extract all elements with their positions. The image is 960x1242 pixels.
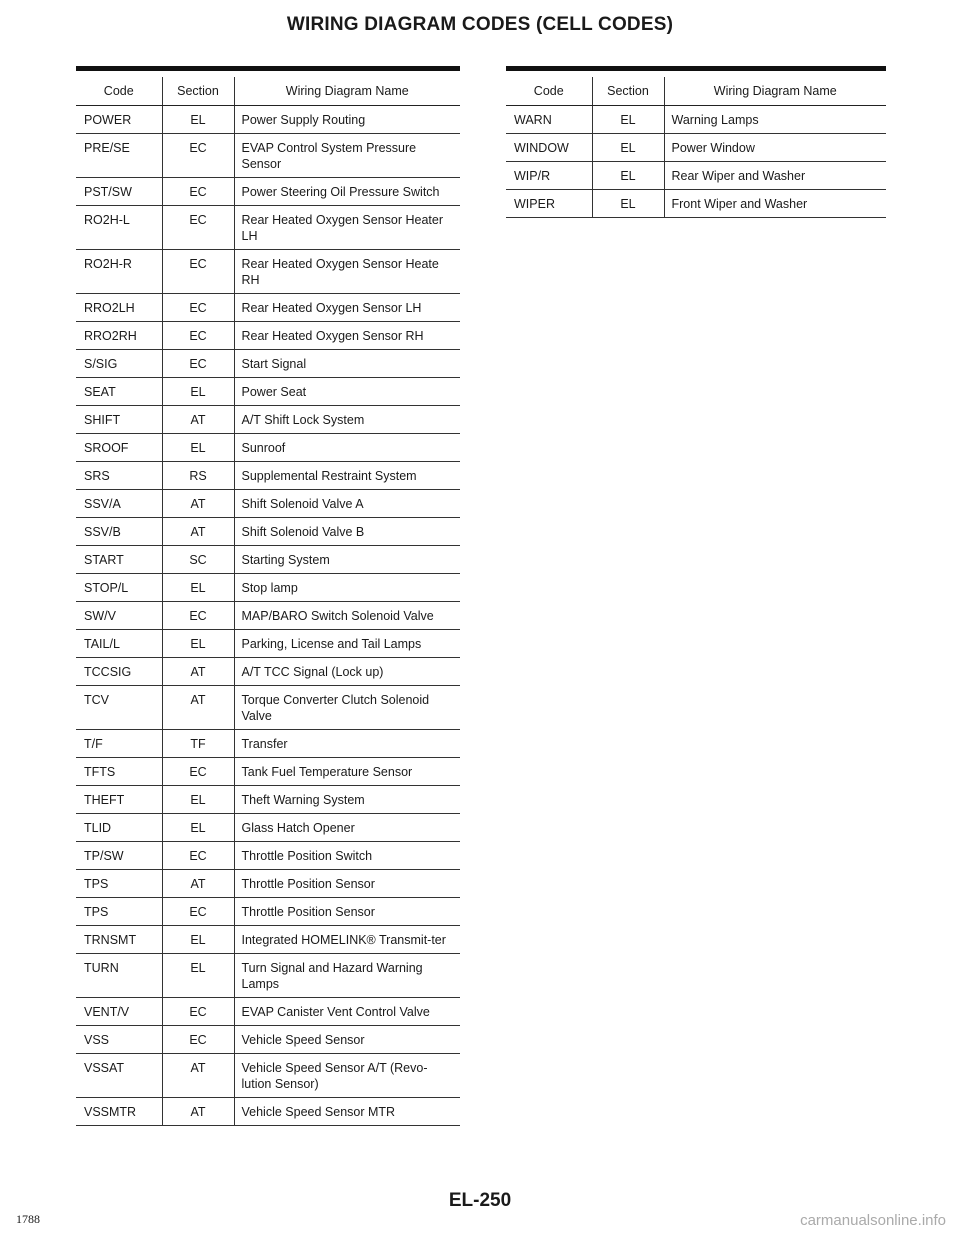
table-row (76, 546, 460, 574)
code-cell: STOP/L (76, 574, 162, 602)
name-cell: Power Seat (234, 378, 460, 406)
code-cell: SSV/A (76, 490, 162, 518)
table-row (76, 1026, 460, 1054)
column-header-section: Section (592, 77, 664, 106)
section-cell: EL (592, 134, 664, 162)
watermark: carmanualsonline.info (800, 1212, 946, 1229)
name-cell: Vehicle Speed Sensor A/T (Revo-lution Sensor) (234, 1054, 460, 1098)
name-cell: Throttle Position Switch (234, 842, 460, 870)
name-cell: Warning Lamps (664, 106, 886, 134)
table-row (76, 106, 460, 134)
table-row (76, 490, 460, 518)
column-header-code: Code (506, 77, 592, 106)
column-header-name: Wiring Diagram Name (234, 77, 460, 106)
section-cell: AT (162, 1098, 234, 1126)
table-row (76, 954, 460, 998)
name-cell: Integrated HOMELINK® Transmit-ter (234, 926, 460, 954)
section-cell: EL (162, 434, 234, 462)
table-row (76, 518, 460, 546)
left-codes-table (76, 77, 460, 1126)
table-row (76, 842, 460, 870)
code-cell: VSSAT (76, 1054, 162, 1098)
column-header-section: Section (162, 77, 234, 106)
left-table-header-row (76, 77, 460, 106)
section-cell: EL (162, 954, 234, 998)
name-cell: Start Signal (234, 350, 460, 378)
code-cell: RRO2LH (76, 294, 162, 322)
name-cell: Tank Fuel Temperature Sensor (234, 758, 460, 786)
section-cell: EC (162, 898, 234, 926)
table-row (76, 1054, 460, 1098)
section-cell: TF (162, 730, 234, 758)
table-row (76, 574, 460, 602)
section-cell: EC (162, 134, 234, 178)
table-row (76, 998, 460, 1026)
table-row (76, 730, 460, 758)
code-cell: TFTS (76, 758, 162, 786)
code-cell: START (76, 546, 162, 574)
name-cell: Supplemental Restraint System (234, 462, 460, 490)
section-cell: SC (162, 546, 234, 574)
code-cell: TLID (76, 814, 162, 842)
name-cell: EVAP Control System Pressure Sensor (234, 134, 460, 178)
section-cell: EL (162, 574, 234, 602)
section-cell: EL (592, 190, 664, 218)
name-cell: Power Steering Oil Pressure Switch (234, 178, 460, 206)
column-header-name: Wiring Diagram Name (664, 77, 886, 106)
page-title: WIRING DIAGRAM CODES (CELL CODES) (286, 14, 674, 35)
left-table-body (76, 106, 460, 1126)
name-cell: A/T Shift Lock System (234, 406, 460, 434)
header-rule-left (76, 66, 460, 71)
code-cell: TAIL/L (76, 630, 162, 658)
table-row (76, 462, 460, 490)
code-cell: TURN (76, 954, 162, 998)
name-cell: Throttle Position Sensor (234, 870, 460, 898)
name-cell: Power Supply Routing (234, 106, 460, 134)
name-cell: Shift Solenoid Valve A (234, 490, 460, 518)
name-cell: Turn Signal and Hazard Warning Lamps (234, 954, 460, 998)
section-cell: EC (162, 350, 234, 378)
table-row (76, 786, 460, 814)
right-table-header-row (506, 77, 886, 106)
name-cell: Transfer (234, 730, 460, 758)
section-cell: AT (162, 686, 234, 730)
name-cell: Vehicle Speed Sensor MTR (234, 1098, 460, 1126)
section-cell: EC (162, 998, 234, 1026)
table-row (76, 250, 460, 294)
table-row (76, 406, 460, 434)
table-row (76, 926, 460, 954)
right-codes-table (506, 77, 886, 218)
name-cell: Rear Wiper and Washer (664, 162, 886, 190)
table-row (76, 134, 460, 178)
table-row (76, 898, 460, 926)
section-cell: AT (162, 518, 234, 546)
section-cell: AT (162, 870, 234, 898)
table-row (76, 686, 460, 730)
table-row (76, 322, 460, 350)
section-cell: AT (162, 490, 234, 518)
section-cell: EL (162, 378, 234, 406)
code-cell: TCCSIG (76, 658, 162, 686)
section-cell: EC (162, 322, 234, 350)
code-cell: VENT/V (76, 998, 162, 1026)
section-cell: EC (162, 206, 234, 250)
code-cell: POWER (76, 106, 162, 134)
table-row (76, 1098, 460, 1126)
table-row (76, 434, 460, 462)
code-cell: PRE/SE (76, 134, 162, 178)
name-cell: Rear Heated Oxygen Sensor LH (234, 294, 460, 322)
section-cell: RS (162, 462, 234, 490)
section-cell: EC (162, 842, 234, 870)
table-row (76, 630, 460, 658)
table-row (506, 190, 886, 218)
name-cell: Vehicle Speed Sensor (234, 1026, 460, 1054)
name-cell: Rear Heated Oxygen Sensor RH (234, 322, 460, 350)
code-cell: TCV (76, 686, 162, 730)
code-cell: S/SIG (76, 350, 162, 378)
name-cell: Glass Hatch Opener (234, 814, 460, 842)
name-cell: Theft Warning System (234, 786, 460, 814)
code-cell: WARN (506, 106, 592, 134)
section-cell: EL (592, 162, 664, 190)
right-table-body (506, 106, 886, 218)
code-cell: SSV/B (76, 518, 162, 546)
table-row (76, 602, 460, 630)
table-row (506, 162, 886, 190)
code-cell: VSS (76, 1026, 162, 1054)
section-cell: EL (162, 814, 234, 842)
code-cell: SHIFT (76, 406, 162, 434)
page-number: EL-250 (448, 1190, 512, 1211)
section-cell: AT (162, 406, 234, 434)
section-cell: EC (162, 1026, 234, 1054)
table-row (76, 294, 460, 322)
section-cell: AT (162, 1054, 234, 1098)
section-cell: EC (162, 294, 234, 322)
name-cell: Rear Heated Oxygen Sensor Heater LH (234, 206, 460, 250)
name-cell: Shift Solenoid Valve B (234, 518, 460, 546)
code-cell: SW/V (76, 602, 162, 630)
code-cell: TPS (76, 898, 162, 926)
table-row (76, 758, 460, 786)
table-row (506, 134, 886, 162)
name-cell: Throttle Position Sensor (234, 898, 460, 926)
section-cell: EC (162, 178, 234, 206)
name-cell: A/T TCC Signal (Lock up) (234, 658, 460, 686)
code-cell: WIPER (506, 190, 592, 218)
section-cell: EL (162, 106, 234, 134)
table-row (76, 658, 460, 686)
column-header-code: Code (76, 77, 162, 106)
code-cell: TP/SW (76, 842, 162, 870)
section-cell: EL (162, 926, 234, 954)
name-cell: Parking, License and Tail Lamps (234, 630, 460, 658)
table-row (76, 178, 460, 206)
name-cell: Power Window (664, 134, 886, 162)
section-cell: EC (162, 250, 234, 294)
section-cell: EC (162, 602, 234, 630)
code-cell: TRNSMT (76, 926, 162, 954)
table-row (76, 206, 460, 250)
name-cell: Torque Converter Clutch Solenoid Valve (234, 686, 460, 730)
name-cell: Starting System (234, 546, 460, 574)
section-cell: EC (162, 758, 234, 786)
table-row (76, 350, 460, 378)
code-cell: PST/SW (76, 178, 162, 206)
code-cell: RO2H-L (76, 206, 162, 250)
code-cell: RRO2RH (76, 322, 162, 350)
code-cell: VSSMTR (76, 1098, 162, 1126)
code-cell: THEFT (76, 786, 162, 814)
code-cell: T/F (76, 730, 162, 758)
section-cell: EL (592, 106, 664, 134)
name-cell: Stop lamp (234, 574, 460, 602)
print-number: 1788 (16, 1212, 40, 1226)
table-row (506, 106, 886, 134)
code-cell: RO2H-R (76, 250, 162, 294)
section-cell: EL (162, 630, 234, 658)
name-cell: MAP/BARO Switch Solenoid Valve (234, 602, 460, 630)
section-cell: AT (162, 658, 234, 686)
code-cell: SROOF (76, 434, 162, 462)
table-row (76, 870, 460, 898)
header-rule-right (506, 66, 886, 71)
name-cell: Rear Heated Oxygen Sensor Heate RH (234, 250, 460, 294)
code-cell: WINDOW (506, 134, 592, 162)
name-cell: Sunroof (234, 434, 460, 462)
table-row (76, 378, 460, 406)
table-row (76, 814, 460, 842)
code-cell: TPS (76, 870, 162, 898)
code-cell: SRS (76, 462, 162, 490)
name-cell: Front Wiper and Washer (664, 190, 886, 218)
code-cell: WIP/R (506, 162, 592, 190)
name-cell: EVAP Canister Vent Control Valve (234, 998, 460, 1026)
section-cell: EL (162, 786, 234, 814)
code-cell: SEAT (76, 378, 162, 406)
